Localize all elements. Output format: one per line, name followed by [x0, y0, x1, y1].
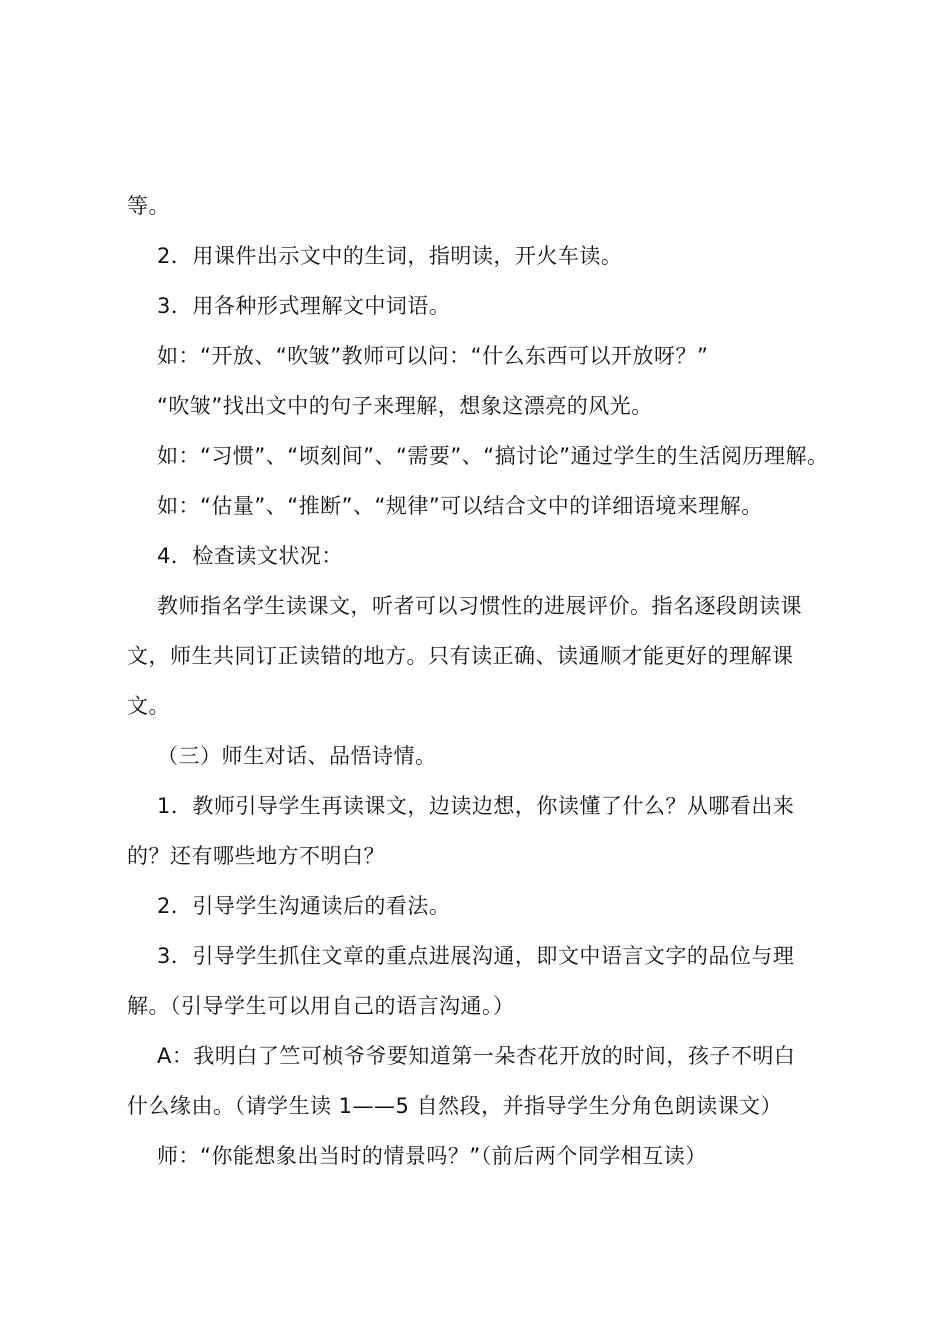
text-line: 如：“开放、“吹皱”教师可以问：“什么东西可以开放呀？” — [157, 344, 709, 368]
text-line: 文。 — [127, 694, 170, 718]
document-body — [127, 181, 837, 1181]
text-line: 文，师生共同订正读错的地方。只有读正确、读通顺才能更好的理解课 — [127, 644, 794, 668]
text-line: 4．检查读文状况： — [157, 544, 343, 568]
text-line: 师：“你能想象出当时的情景吗？”（前后两个同学相互读） — [157, 1144, 707, 1168]
text-line: 2．引导学生沟通读后的看法。 — [157, 894, 451, 918]
text-line: 1．教师引导学生再读课文，边读边想，你读懂了什么？从哪看出来 — [157, 794, 795, 818]
text-line: A：我明白了竺可桢爷爷要知道第一朵杏花开放的时间，孩子不明白 — [157, 1044, 796, 1068]
text-line: 3．引导学生抓住文章的重点进展沟通，即文中语言文字的品位与理 — [157, 944, 795, 968]
text-line: “吹皱”找出文中的句子来理解，想象这漂亮的风光。 — [157, 394, 653, 418]
text-line: 3．用各种形式理解文中词语。 — [157, 294, 451, 318]
text-line: 2．用课件出示文中的生词，指明读，开火车读。 — [157, 244, 623, 268]
text-line: 如：“习惯”、“顷刻间”、“需要”、“搞讨论”通过学生的生活阅历理解。 — [157, 444, 829, 468]
section-heading: （三）师生对话、品悟诗情。 — [157, 744, 437, 768]
text-line: 教师指名学生读课文，听者可以习惯性的进展评价。指名逐段朗读课 — [157, 594, 802, 618]
text-line: 等。 — [127, 194, 170, 218]
text-line: 什么缘由。（请学生读 1——5 自然段，并指导学生分角色朗读课文） — [127, 1094, 783, 1118]
text-line: 如：“估量”、“推断”、“规律”可以结合文中的详细语境来理解。 — [157, 494, 763, 518]
text-line: 解。（引导学生可以用自己的语言沟通。） — [127, 994, 515, 1018]
text-line: 的？还有哪些地方不明白？ — [127, 844, 385, 868]
